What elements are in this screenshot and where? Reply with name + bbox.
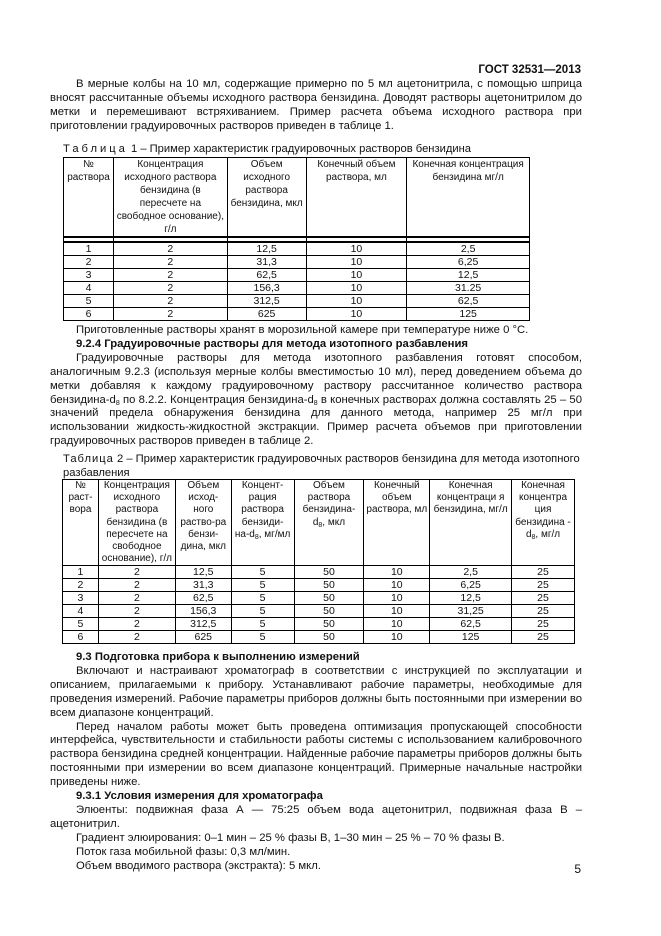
- table-cell: 10: [306, 242, 407, 256]
- section-9-2-4-heading: 9.2.4 Градуировочные растворы для метода изотопного разбавления: [76, 337, 469, 350]
- table-cell: 31.25: [407, 282, 530, 295]
- table-cell: 62,5: [227, 269, 306, 282]
- table-row: [64, 269, 530, 282]
- table2-header-row: [63, 480, 575, 566]
- table-cell: 4: [64, 282, 114, 295]
- table-cell: 5: [63, 618, 99, 631]
- table1: [63, 157, 530, 321]
- table1-header-cell: Концентрация исходного раствора бензидина (в пересчете на свободное основание), г/л: [113, 158, 227, 238]
- table-cell: 10: [364, 605, 430, 618]
- table-row: [63, 592, 575, 605]
- table-cell: 2: [63, 579, 99, 592]
- table2-header-cell: № раст- вора: [63, 480, 99, 566]
- section-9-3-paragraph-1: Включают и настраивают хроматограф в соответствии с инструкцией по эксплуатации и описанием, прилагаемыми к прибору. Устанавливают рабочие параметры, необходимые для проведения измерений. Рабочие параметры приборов должны быть постоянными при измерении во всем диапазоне концентраций.: [50, 664, 582, 719]
- intro-paragraph: [50, 78, 582, 134]
- table-cell: 2: [64, 256, 114, 269]
- table-cell: 50: [294, 566, 364, 579]
- table-cell: 5: [231, 579, 294, 592]
- table-cell: 312,5: [175, 618, 231, 631]
- table-cell: 2: [98, 605, 175, 618]
- section-9-3-heading: 9.3 Подготовка прибора к выполнению измерений: [76, 651, 360, 663]
- table-cell: 1: [63, 566, 99, 579]
- table-row: [63, 566, 575, 579]
- table-cell: 125: [430, 631, 512, 644]
- table-cell: 62,5: [175, 592, 231, 605]
- table-cell: 156,3: [227, 282, 306, 295]
- table-cell: 1: [64, 242, 114, 256]
- table-cell: 10: [306, 269, 407, 282]
- table-cell: 25: [512, 579, 575, 592]
- flow-text: Поток газа мобильной фазы: 0,3 мл/мин.: [76, 845, 291, 858]
- section-9-2-4-paragraph: Градуировочные растворы для метода изотопного разбавления готовят способом, аналогичным 9.2.3 (используя мерные колбы вместимостью 10 мл), перед доведением объема до метки добавляя к каждому градуировочному раствору рассчитанное количество раствора бензидина-$d_8$ по 8.2.2. Концентрация бензидина-$d_8$ в конечных растворах должна составлять 25 – 50 значений предела обнаружения бензидина для данного метода, например 25 мг/л при использовании жидкость-жидкостной экстракции. Пример расчета объемов при приготовлении градуировочных растворов приведен в таблице 2.: [50, 351, 582, 448]
- table-cell: 2: [113, 256, 227, 269]
- table-cell: 25: [512, 605, 575, 618]
- table-cell: 10: [364, 618, 430, 631]
- table-cell: 2,5: [407, 242, 530, 256]
- table-cell: 625: [227, 308, 306, 321]
- table-cell: 50: [294, 605, 364, 618]
- table-cell: 10: [306, 282, 407, 295]
- table-cell: 50: [294, 618, 364, 631]
- table-row: [64, 242, 530, 256]
- table-row: [64, 282, 530, 295]
- table-cell: 2: [113, 282, 227, 295]
- table-cell: 12,5: [407, 269, 530, 282]
- table-cell: 62,5: [430, 618, 512, 631]
- table-cell: 10: [306, 308, 407, 321]
- table-cell: 2: [113, 295, 227, 308]
- table-cell: 25: [512, 592, 575, 605]
- table-cell: 31,3: [175, 579, 231, 592]
- page-number: 5: [574, 862, 581, 876]
- storage-note: Приготовленные растворы хранят в морозильной камере при температуре ниже 0 °С.: [76, 324, 529, 336]
- table-cell: 2: [98, 579, 175, 592]
- table-cell: 156,3: [175, 605, 231, 618]
- table-row: [63, 579, 575, 592]
- table-cell: 6,25: [430, 579, 512, 592]
- table2-header-cell: Конечная концентраци я бензидина, мг/л: [430, 480, 512, 566]
- table2-header-cell: Объем раствора бензидина-$d_8$, мкл: [294, 480, 364, 566]
- table1-caption: [63, 143, 471, 157]
- table-cell: 2: [98, 618, 175, 631]
- injection-volume-text: Объем вводимого раствора (экстракта): 5 мкл.: [76, 859, 321, 872]
- table-cell: 2: [98, 592, 175, 605]
- table2: [62, 479, 575, 644]
- table-cell: 31,3: [227, 256, 306, 269]
- section-9-3-1-heading: 9.3.1 Условия измерения для хроматографа: [76, 790, 323, 803]
- table-cell: 6: [63, 631, 99, 644]
- table-cell: 10: [364, 631, 430, 644]
- table-cell: 10: [364, 579, 430, 592]
- table2-header-cell: Концентрация исходного раствора бензидина (в пересчете на свободное основание), г/л: [98, 480, 175, 566]
- table1-header-row: [64, 158, 530, 238]
- table-cell: 25: [512, 618, 575, 631]
- table1-header-cell: Конечная концентрация бензидина мг/л: [407, 158, 530, 238]
- table-cell: 12,5: [227, 242, 306, 256]
- table-cell: 2: [98, 631, 175, 644]
- table-cell: 2,5: [430, 566, 512, 579]
- table2-caption: [63, 453, 603, 480]
- table-cell: 31,25: [430, 605, 512, 618]
- table2-caption-label: Таблица: [63, 453, 114, 465]
- table2-header-cell: Конечная концентра ция бензидина $-d_8$, мг/л: [512, 480, 575, 566]
- section-9-3: [50, 651, 582, 874]
- table-cell: 10: [364, 592, 430, 605]
- table-cell: 10: [306, 256, 407, 269]
- table-cell: 5: [231, 618, 294, 631]
- table-cell: 50: [294, 579, 364, 592]
- table2-caption-text: 2 – Пример характеристик градуировочных растворов бензидина для метода изотопного разбавления: [63, 453, 580, 479]
- table-cell: 50: [294, 592, 364, 605]
- table-cell: 10: [306, 295, 407, 308]
- table-cell: 10: [364, 566, 430, 579]
- table-row: [63, 631, 575, 644]
- table-row: [64, 308, 530, 321]
- table1-header-cell: № раствора: [64, 158, 114, 238]
- table1-header-cell: Объем исходного раствора бензидина, мкл: [227, 158, 306, 238]
- eluents-text: Элюенты: подвижная фаза А — 75:25 объем вода ацетонитрил, подвижная фаза В – ацетонитрил.: [50, 803, 582, 830]
- table1-header-cell: Конечный объем раствора, мл: [306, 158, 407, 238]
- table-cell: 50: [294, 631, 364, 644]
- intro-text: В мерные колбы на 10 мл, содержащие примерно по 5 мл ацетонитрила, с помощью шприца вносят рассчитанные объемы исходного раствора бензидина. Доводят растворы ацетонитрилом до метки и перемешивают встряхиванием. Пример расчета объема исходного раствора при приготовлении градуировочных растворов приведен в таблице 1.: [50, 78, 582, 132]
- table2-header-cell: Конечный объем раствора, мл: [364, 480, 430, 566]
- table-cell: 5: [231, 592, 294, 605]
- table-cell: 2: [113, 308, 227, 321]
- table-cell: 5: [231, 631, 294, 644]
- table-row: [64, 295, 530, 308]
- section-9-3-paragraph-2: Перед началом работы может быть проведена оптимизация пропускающей способности интерфейса, чувствительности и стабильности работы системы с использованием калибровочного раствора бензидина средней концентрации. Найденные рабочие параметры приборов должны быть постоянными при измерении во всем диапазоне концентраций. Примерные начальные настройки приведены ниже.: [50, 720, 582, 789]
- table-cell: 3: [63, 592, 99, 605]
- table-cell: 4: [63, 605, 99, 618]
- gradient-text: Градиент элюирования: 0–1 мин – 25 % фазы В, 1–30 мин – 25 % – 70 % фазы В.: [76, 831, 505, 844]
- document-id: ГОСТ 32531—2013: [478, 64, 581, 76]
- table1-caption-label: Таблица: [63, 143, 128, 155]
- table-cell: 62,5: [407, 295, 530, 308]
- table1-caption-text: 1 – Пример характеристик градуировочных растворов бензидина: [130, 143, 472, 155]
- table-cell: 2: [113, 242, 227, 256]
- table-cell: 25: [512, 631, 575, 644]
- section-9-2-4: [50, 324, 582, 449]
- table-cell: 312,5: [227, 295, 306, 308]
- table2-header-cell: Концент- рация раствора бензиди- $на-d_8$, мг/мл: [231, 480, 294, 566]
- table-cell: 2: [113, 269, 227, 282]
- table-row: [64, 256, 530, 269]
- table-cell: 5: [231, 566, 294, 579]
- table-cell: 625: [175, 631, 231, 644]
- table-cell: 3: [64, 269, 114, 282]
- table-cell: 12,5: [430, 592, 512, 605]
- table-row: [63, 605, 575, 618]
- table-cell: 6: [64, 308, 114, 321]
- table-cell: 5: [231, 605, 294, 618]
- table-cell: 6,25: [407, 256, 530, 269]
- table2-header-cell: Объем исход- ного раство-ра бензи- дина, мкл: [175, 480, 231, 566]
- table-cell: 25: [512, 566, 575, 579]
- table-cell: 5: [64, 295, 114, 308]
- table-cell: 125: [407, 308, 530, 321]
- table-cell: 12,5: [175, 566, 231, 579]
- table-row: [63, 618, 575, 631]
- table-cell: 2: [98, 566, 175, 579]
